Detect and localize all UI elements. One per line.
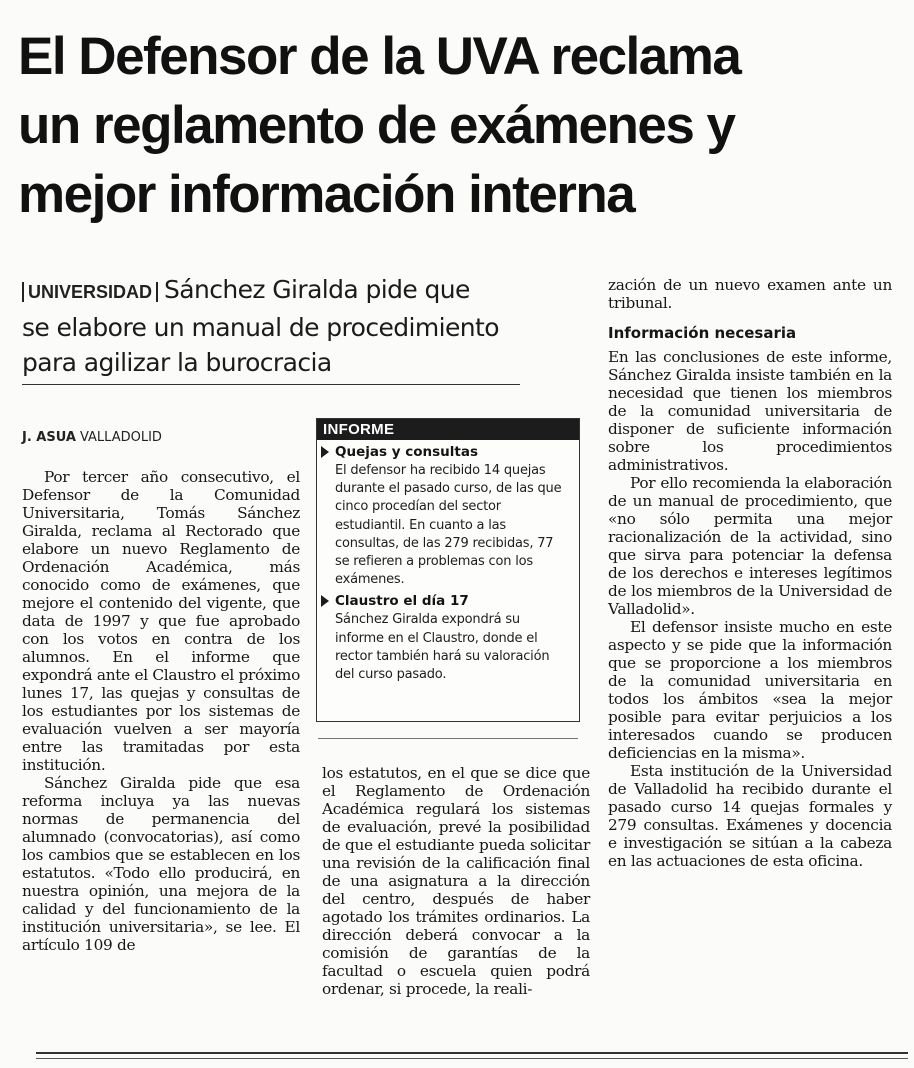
byline [22, 430, 162, 445]
sidebar-text-claustro: Sánchez Giralda expondrá su informe en el Claustro, donde el rector también hará su valoración del curso pasado. [335, 612, 550, 683]
subhead-text-1: Sánchez Giralda pide que [164, 275, 470, 304]
headline-line-2: un reglamento de exámenes y [18, 96, 735, 155]
byline-location: VALLADOLID [79, 430, 162, 445]
sidebar-section-quejas [317, 444, 579, 589]
sidebar-bottom-rule [318, 738, 578, 739]
sidebar-heading-text: Quejas y consultas [335, 444, 478, 460]
section-tag: UNIVERSIDAD [22, 282, 158, 302]
sidebar-text-quejas: El defensor ha recibido 14 quejas durante el pasado curso, de las que cinco procedían del sector estudiantil. En cuanto a las consultas, de las 279 recibidas, 77 se refieren a problemas con los exámenes. [335, 463, 562, 588]
paragraph: zación de un nuevo examen ante un tribunal. [608, 276, 892, 312]
subheading-informacion: Información necesaria [608, 324, 797, 342]
sidebar-title: INFORME [317, 419, 579, 440]
paragraph: En las conclusiones de este informe, Sánchez Giralda insiste también en la necesidad que tienen los miembros de la comunidad universitaria de disponer de suficiente información sobre los procedimientos administrativos. [608, 348, 892, 474]
paragraph: Esta institución de la Universidad de Valladolid ha recibido durante el pasado curso 14 quejas formales y 279 consultas. Exámenes y docencia e investigación se sitúan a la cabeza en las actuaciones de esta oficina. [608, 762, 892, 870]
paragraph: los estatutos, en el que se dice que el Reglamento de Ordenación Académica regulará los sistemas de evaluación, prevé la posibilidad de que el estudiante pueda solicitar una revisión de la calificación final de una asignatura a la dirección del centro, después de haber agotado los trámites ordinarios. La dirección deberá convocar a la comisión de garantías de la facultad o escuela quien podrá ordenar, si procede, la reali- [322, 764, 590, 998]
sidebar-section-claustro [317, 593, 579, 684]
paragraph: Por ello recomienda la elaboración de un manual de procedimiento, que «no sólo permita una mejor racionalización de la actividad, sino que sirva para potenciar la defensa de los derechos e intereses legítimos de los miembros de la Universidad de Valladolid». [608, 474, 892, 618]
headline-line-1: El Defensor de la UVA reclama [18, 27, 741, 86]
article-column-3 [608, 276, 892, 870]
subhead-line-1 [22, 272, 602, 310]
subhead-divider [22, 384, 520, 385]
article-column-1 [22, 468, 300, 954]
subhead-line-3: para agilizar la burocracia [22, 348, 332, 377]
page-bottom-rule [36, 1052, 908, 1059]
triangle-bullet-icon [321, 446, 329, 458]
byline-author: J. ASUA [22, 430, 76, 445]
subhead-line-2: se elabore un manual de procedimiento [22, 313, 499, 342]
informe-sidebar-box [316, 418, 580, 722]
triangle-bullet-icon [321, 595, 329, 607]
subheadline [22, 272, 602, 380]
paragraph: Sánchez Giralda pide que esa reforma incluya ya las nuevas normas de permanencia del alumnado (convocatorias), así como los cambios que se establecen en los estatutos. «Todo ello producirá, en nuestra opinión, una mejora de la calidad y del funcionamiento de la institución universitaria», se lee. El artículo 109 de [22, 774, 300, 954]
sidebar-heading-text: Claustro el día 17 [335, 593, 469, 610]
article-column-2 [322, 764, 590, 998]
paragraph: El defensor insiste mucho en este aspecto y se pide que la información que se proporcione a los miembros de la comunidad universitaria en todos los ámbitos «sea la mejor posible para evitar perjuicios a los interesados cuando se producen deficiencias en la misma». [608, 618, 892, 762]
headline-line-3: mejor información interna [18, 165, 635, 224]
sidebar-heading-quejas [335, 444, 571, 460]
paragraph: Por tercer año consecutivo, el Defensor de la Comunidad Universitaria, Tomás Sánchez Giralda, reclama al Rectorado que elabore un nuevo Reglamento de Ordenación Académica, más conocido como de exámenes, que mejore el contenido del vigente, que data de 1997 y que fue aprobado con los votos en contra de los alumnos. En el informe que expondrá ante el Claustro el próximo lunes 17, las quejas y consultas de los estudiantes por los sistemas de evaluación vuelven a ser mayoría entre las tramitadas por esta institución. [22, 468, 300, 774]
headline [18, 22, 898, 229]
sidebar-heading-claustro [335, 593, 571, 609]
